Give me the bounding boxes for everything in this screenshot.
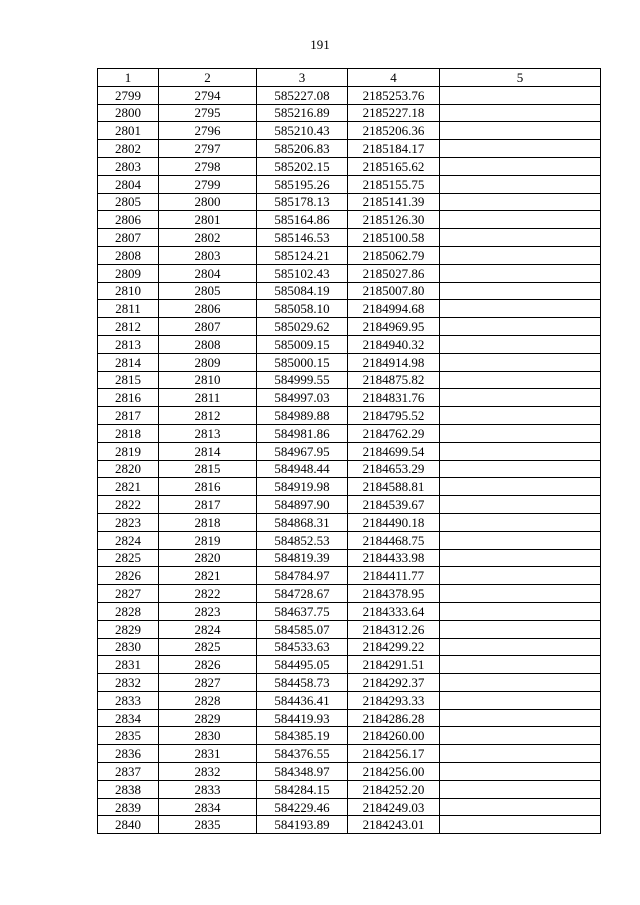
y-coordinate-cell: 2184286.28 <box>348 709 440 727</box>
point-number-cell: 2826 <box>159 656 257 674</box>
row-number-cell: 2819 <box>98 442 159 460</box>
x-coordinate-cell: 585195.26 <box>257 175 348 193</box>
row-number-cell: 2837 <box>98 763 159 781</box>
page-number: 191 <box>310 37 330 52</box>
y-coordinate-cell: 2184969.95 <box>348 318 440 336</box>
row-number-cell: 2811 <box>98 300 159 318</box>
table-row <box>98 318 601 336</box>
point-number-cell: 2819 <box>159 531 257 549</box>
note-cell <box>440 424 601 442</box>
row-number-cell: 2816 <box>98 389 159 407</box>
x-coordinate-cell: 584981.86 <box>257 424 348 442</box>
x-coordinate-cell: 584229.46 <box>257 798 348 816</box>
x-coordinate-cell: 584585.07 <box>257 620 348 638</box>
y-coordinate-cell: 2184433.98 <box>348 549 440 567</box>
table-row <box>98 745 601 763</box>
x-coordinate-cell: 584948.44 <box>257 460 348 478</box>
x-coordinate-cell: 584868.31 <box>257 513 348 531</box>
row-number-cell: 2824 <box>98 531 159 549</box>
row-number-cell: 2822 <box>98 496 159 514</box>
x-coordinate-cell: 584784.97 <box>257 567 348 585</box>
note-cell <box>440 442 601 460</box>
y-coordinate-cell: 2184699.54 <box>348 442 440 460</box>
x-coordinate-cell: 584284.15 <box>257 780 348 798</box>
x-coordinate-cell: 585210.43 <box>257 122 348 140</box>
table-row <box>98 531 601 549</box>
y-coordinate-cell: 2184468.75 <box>348 531 440 549</box>
note-cell <box>440 816 601 834</box>
note-cell <box>440 691 601 709</box>
row-number-cell: 2829 <box>98 620 159 638</box>
y-coordinate-cell: 2184762.29 <box>348 424 440 442</box>
table-row <box>98 389 601 407</box>
note-cell <box>440 407 601 425</box>
note-cell <box>440 86 601 104</box>
note-cell <box>440 211 601 229</box>
table-row <box>98 727 601 745</box>
note-cell <box>440 389 601 407</box>
x-coordinate-cell: 585124.21 <box>257 246 348 264</box>
y-coordinate-cell: 2185062.79 <box>348 246 440 264</box>
x-coordinate-cell: 585000.15 <box>257 353 348 371</box>
table-row <box>98 798 601 816</box>
x-coordinate-cell: 584852.53 <box>257 531 348 549</box>
y-coordinate-cell: 2184831.76 <box>348 389 440 407</box>
note-cell <box>440 513 601 531</box>
table-row <box>98 780 601 798</box>
note-cell <box>440 496 601 514</box>
note-cell <box>440 460 601 478</box>
point-number-cell: 2833 <box>159 780 257 798</box>
row-number-cell: 2835 <box>98 727 159 745</box>
point-number-cell: 2799 <box>159 175 257 193</box>
column-header-4: 4 <box>348 69 440 87</box>
column-header-5: 5 <box>440 69 601 87</box>
point-number-cell: 2812 <box>159 407 257 425</box>
row-number-cell: 2802 <box>98 140 159 158</box>
point-number-cell: 2832 <box>159 763 257 781</box>
note-cell <box>440 620 601 638</box>
row-number-cell: 2807 <box>98 229 159 247</box>
x-coordinate-cell: 585216.89 <box>257 104 348 122</box>
x-coordinate-cell: 584919.98 <box>257 478 348 496</box>
x-coordinate-cell: 584348.97 <box>257 763 348 781</box>
row-number-cell: 2805 <box>98 193 159 211</box>
row-number-cell: 2821 <box>98 478 159 496</box>
y-coordinate-cell: 2184539.67 <box>348 496 440 514</box>
y-coordinate-cell: 2184243.01 <box>348 816 440 834</box>
row-number-cell: 2818 <box>98 424 159 442</box>
note-cell <box>440 602 601 620</box>
coordinates-table <box>97 68 601 834</box>
y-coordinate-cell: 2185253.76 <box>348 86 440 104</box>
row-number-cell: 2836 <box>98 745 159 763</box>
y-coordinate-cell: 2184299.22 <box>348 638 440 656</box>
table-row <box>98 549 601 567</box>
x-coordinate-cell: 584819.39 <box>257 549 348 567</box>
table-row <box>98 656 601 674</box>
note-cell <box>440 318 601 336</box>
point-number-cell: 2818 <box>159 513 257 531</box>
point-number-cell: 2831 <box>159 745 257 763</box>
row-number-cell: 2826 <box>98 567 159 585</box>
x-coordinate-cell: 584967.95 <box>257 442 348 460</box>
point-number-cell: 2824 <box>159 620 257 638</box>
y-coordinate-cell: 2184411.77 <box>348 567 440 585</box>
note-cell <box>440 193 601 211</box>
x-coordinate-cell: 585227.08 <box>257 86 348 104</box>
y-coordinate-cell: 2185141.39 <box>348 193 440 211</box>
note-cell <box>440 763 601 781</box>
point-number-cell: 2834 <box>159 798 257 816</box>
table-row <box>98 211 601 229</box>
table-row <box>98 816 601 834</box>
y-coordinate-cell: 2184378.95 <box>348 585 440 603</box>
table-row <box>98 229 601 247</box>
note-cell <box>440 656 601 674</box>
point-number-cell: 2794 <box>159 86 257 104</box>
x-coordinate-cell: 585009.15 <box>257 335 348 353</box>
row-number-cell: 2806 <box>98 211 159 229</box>
note-cell <box>440 798 601 816</box>
note-cell <box>440 246 601 264</box>
point-number-cell: 2809 <box>159 353 257 371</box>
point-number-cell: 2830 <box>159 727 257 745</box>
point-number-cell: 2796 <box>159 122 257 140</box>
table-row <box>98 620 601 638</box>
row-number-cell: 2804 <box>98 175 159 193</box>
row-number-cell: 2833 <box>98 691 159 709</box>
note-cell <box>440 709 601 727</box>
table-row <box>98 140 601 158</box>
point-number-cell: 2827 <box>159 674 257 692</box>
y-coordinate-cell: 2185165.62 <box>348 157 440 175</box>
note-cell <box>440 175 601 193</box>
x-coordinate-cell: 585029.62 <box>257 318 348 336</box>
row-number-cell: 2810 <box>98 282 159 300</box>
note-cell <box>440 229 601 247</box>
note-cell <box>440 585 601 603</box>
point-number-cell: 2811 <box>159 389 257 407</box>
y-coordinate-cell: 2184994.68 <box>348 300 440 318</box>
table-row <box>98 602 601 620</box>
y-coordinate-cell: 2185007.80 <box>348 282 440 300</box>
table-row <box>98 460 601 478</box>
point-number-cell: 2795 <box>159 104 257 122</box>
y-coordinate-cell: 2184490.18 <box>348 513 440 531</box>
x-coordinate-cell: 585178.13 <box>257 193 348 211</box>
x-coordinate-cell: 584193.89 <box>257 816 348 834</box>
row-number-cell: 2815 <box>98 371 159 389</box>
y-coordinate-cell: 2185206.36 <box>348 122 440 140</box>
x-coordinate-cell: 584458.73 <box>257 674 348 692</box>
y-coordinate-cell: 2184940.32 <box>348 335 440 353</box>
table-row <box>98 407 601 425</box>
row-number-cell: 2830 <box>98 638 159 656</box>
table-row <box>98 300 601 318</box>
y-coordinate-cell: 2184312.26 <box>348 620 440 638</box>
note-cell <box>440 335 601 353</box>
note-cell <box>440 727 601 745</box>
y-coordinate-cell: 2184875.82 <box>348 371 440 389</box>
table-row <box>98 175 601 193</box>
table-header-row <box>98 69 601 87</box>
table-row <box>98 157 601 175</box>
y-coordinate-cell: 2185227.18 <box>348 104 440 122</box>
row-number-cell: 2803 <box>98 157 159 175</box>
point-number-cell: 2814 <box>159 442 257 460</box>
table-row <box>98 371 601 389</box>
row-number-cell: 2814 <box>98 353 159 371</box>
table-row <box>98 567 601 585</box>
x-coordinate-cell: 584385.19 <box>257 727 348 745</box>
point-number-cell: 2800 <box>159 193 257 211</box>
point-number-cell: 2835 <box>159 816 257 834</box>
point-number-cell: 2816 <box>159 478 257 496</box>
point-number-cell: 2817 <box>159 496 257 514</box>
x-coordinate-cell: 585058.10 <box>257 300 348 318</box>
row-number-cell: 2823 <box>98 513 159 531</box>
note-cell <box>440 549 601 567</box>
row-number-cell: 2799 <box>98 86 159 104</box>
row-number-cell: 2809 <box>98 264 159 282</box>
table-row <box>98 709 601 727</box>
table-row <box>98 763 601 781</box>
note-cell <box>440 674 601 692</box>
table-body <box>98 86 601 833</box>
x-coordinate-cell: 584376.55 <box>257 745 348 763</box>
table-row <box>98 353 601 371</box>
x-coordinate-cell: 584997.03 <box>257 389 348 407</box>
table-row <box>98 282 601 300</box>
row-number-cell: 2820 <box>98 460 159 478</box>
column-header-3: 3 <box>257 69 348 87</box>
x-coordinate-cell: 585164.86 <box>257 211 348 229</box>
row-number-cell: 2828 <box>98 602 159 620</box>
y-coordinate-cell: 2185126.30 <box>348 211 440 229</box>
y-coordinate-cell: 2185100.58 <box>348 229 440 247</box>
point-number-cell: 2801 <box>159 211 257 229</box>
table-row <box>98 424 601 442</box>
note-cell <box>440 140 601 158</box>
point-number-cell: 2815 <box>159 460 257 478</box>
note-cell <box>440 157 601 175</box>
x-coordinate-cell: 584495.05 <box>257 656 348 674</box>
x-coordinate-cell: 585146.53 <box>257 229 348 247</box>
x-coordinate-cell: 584436.41 <box>257 691 348 709</box>
table-row <box>98 585 601 603</box>
y-coordinate-cell: 2185184.17 <box>348 140 440 158</box>
table-row <box>98 246 601 264</box>
x-coordinate-cell: 584897.90 <box>257 496 348 514</box>
point-number-cell: 2810 <box>159 371 257 389</box>
point-number-cell: 2823 <box>159 602 257 620</box>
point-number-cell: 2803 <box>159 246 257 264</box>
point-number-cell: 2828 <box>159 691 257 709</box>
y-coordinate-cell: 2184293.33 <box>348 691 440 709</box>
y-coordinate-cell: 2184256.00 <box>348 763 440 781</box>
x-coordinate-cell: 584989.88 <box>257 407 348 425</box>
note-cell <box>440 745 601 763</box>
y-coordinate-cell: 2184588.81 <box>348 478 440 496</box>
row-number-cell: 2832 <box>98 674 159 692</box>
table-row <box>98 193 601 211</box>
note-cell <box>440 567 601 585</box>
point-number-cell: 2804 <box>159 264 257 282</box>
point-number-cell: 2807 <box>159 318 257 336</box>
y-coordinate-cell: 2184914.98 <box>348 353 440 371</box>
note-cell <box>440 264 601 282</box>
x-coordinate-cell: 585202.15 <box>257 157 348 175</box>
point-number-cell: 2820 <box>159 549 257 567</box>
x-coordinate-cell: 584637.75 <box>257 602 348 620</box>
table-row <box>98 496 601 514</box>
point-number-cell: 2798 <box>159 157 257 175</box>
row-number-cell: 2812 <box>98 318 159 336</box>
y-coordinate-cell: 2184795.52 <box>348 407 440 425</box>
note-cell <box>440 300 601 318</box>
note-cell <box>440 371 601 389</box>
y-coordinate-cell: 2184291.51 <box>348 656 440 674</box>
point-number-cell: 2806 <box>159 300 257 318</box>
note-cell <box>440 282 601 300</box>
row-number-cell: 2800 <box>98 104 159 122</box>
row-number-cell: 2825 <box>98 549 159 567</box>
table-row <box>98 104 601 122</box>
table-row <box>98 122 601 140</box>
x-coordinate-cell: 584533.63 <box>257 638 348 656</box>
row-number-cell: 2834 <box>98 709 159 727</box>
row-number-cell: 2817 <box>98 407 159 425</box>
x-coordinate-cell: 584999.55 <box>257 371 348 389</box>
table-row <box>98 513 601 531</box>
y-coordinate-cell: 2184333.64 <box>348 602 440 620</box>
y-coordinate-cell: 2184292.37 <box>348 674 440 692</box>
y-coordinate-cell: 2185155.75 <box>348 175 440 193</box>
table-row <box>98 264 601 282</box>
point-number-cell: 2822 <box>159 585 257 603</box>
row-number-cell: 2808 <box>98 246 159 264</box>
row-number-cell: 2831 <box>98 656 159 674</box>
x-coordinate-cell: 584728.67 <box>257 585 348 603</box>
table-row <box>98 442 601 460</box>
y-coordinate-cell: 2184252.20 <box>348 780 440 798</box>
x-coordinate-cell: 585084.19 <box>257 282 348 300</box>
note-cell <box>440 531 601 549</box>
point-number-cell: 2829 <box>159 709 257 727</box>
table-row <box>98 674 601 692</box>
row-number-cell: 2801 <box>98 122 159 140</box>
note-cell <box>440 122 601 140</box>
note-cell <box>440 353 601 371</box>
column-header-2: 2 <box>159 69 257 87</box>
table-row <box>98 86 601 104</box>
x-coordinate-cell: 585102.43 <box>257 264 348 282</box>
row-number-cell: 2838 <box>98 780 159 798</box>
point-number-cell: 2797 <box>159 140 257 158</box>
note-cell <box>440 104 601 122</box>
point-number-cell: 2802 <box>159 229 257 247</box>
point-number-cell: 2808 <box>159 335 257 353</box>
y-coordinate-cell: 2184249.03 <box>348 798 440 816</box>
column-header-1: 1 <box>98 69 159 87</box>
point-number-cell: 2825 <box>159 638 257 656</box>
y-coordinate-cell: 2184653.29 <box>348 460 440 478</box>
point-number-cell: 2805 <box>159 282 257 300</box>
row-number-cell: 2840 <box>98 816 159 834</box>
row-number-cell: 2813 <box>98 335 159 353</box>
y-coordinate-cell: 2184260.00 <box>348 727 440 745</box>
point-number-cell: 2813 <box>159 424 257 442</box>
x-coordinate-cell: 584419.93 <box>257 709 348 727</box>
row-number-cell: 2839 <box>98 798 159 816</box>
y-coordinate-cell: 2185027.86 <box>348 264 440 282</box>
note-cell <box>440 780 601 798</box>
y-coordinate-cell: 2184256.17 <box>348 745 440 763</box>
table-row <box>98 335 601 353</box>
table-row <box>98 691 601 709</box>
table-row <box>98 478 601 496</box>
row-number-cell: 2827 <box>98 585 159 603</box>
point-number-cell: 2821 <box>159 567 257 585</box>
table-row <box>98 638 601 656</box>
note-cell <box>440 638 601 656</box>
x-coordinate-cell: 585206.83 <box>257 140 348 158</box>
note-cell <box>440 478 601 496</box>
